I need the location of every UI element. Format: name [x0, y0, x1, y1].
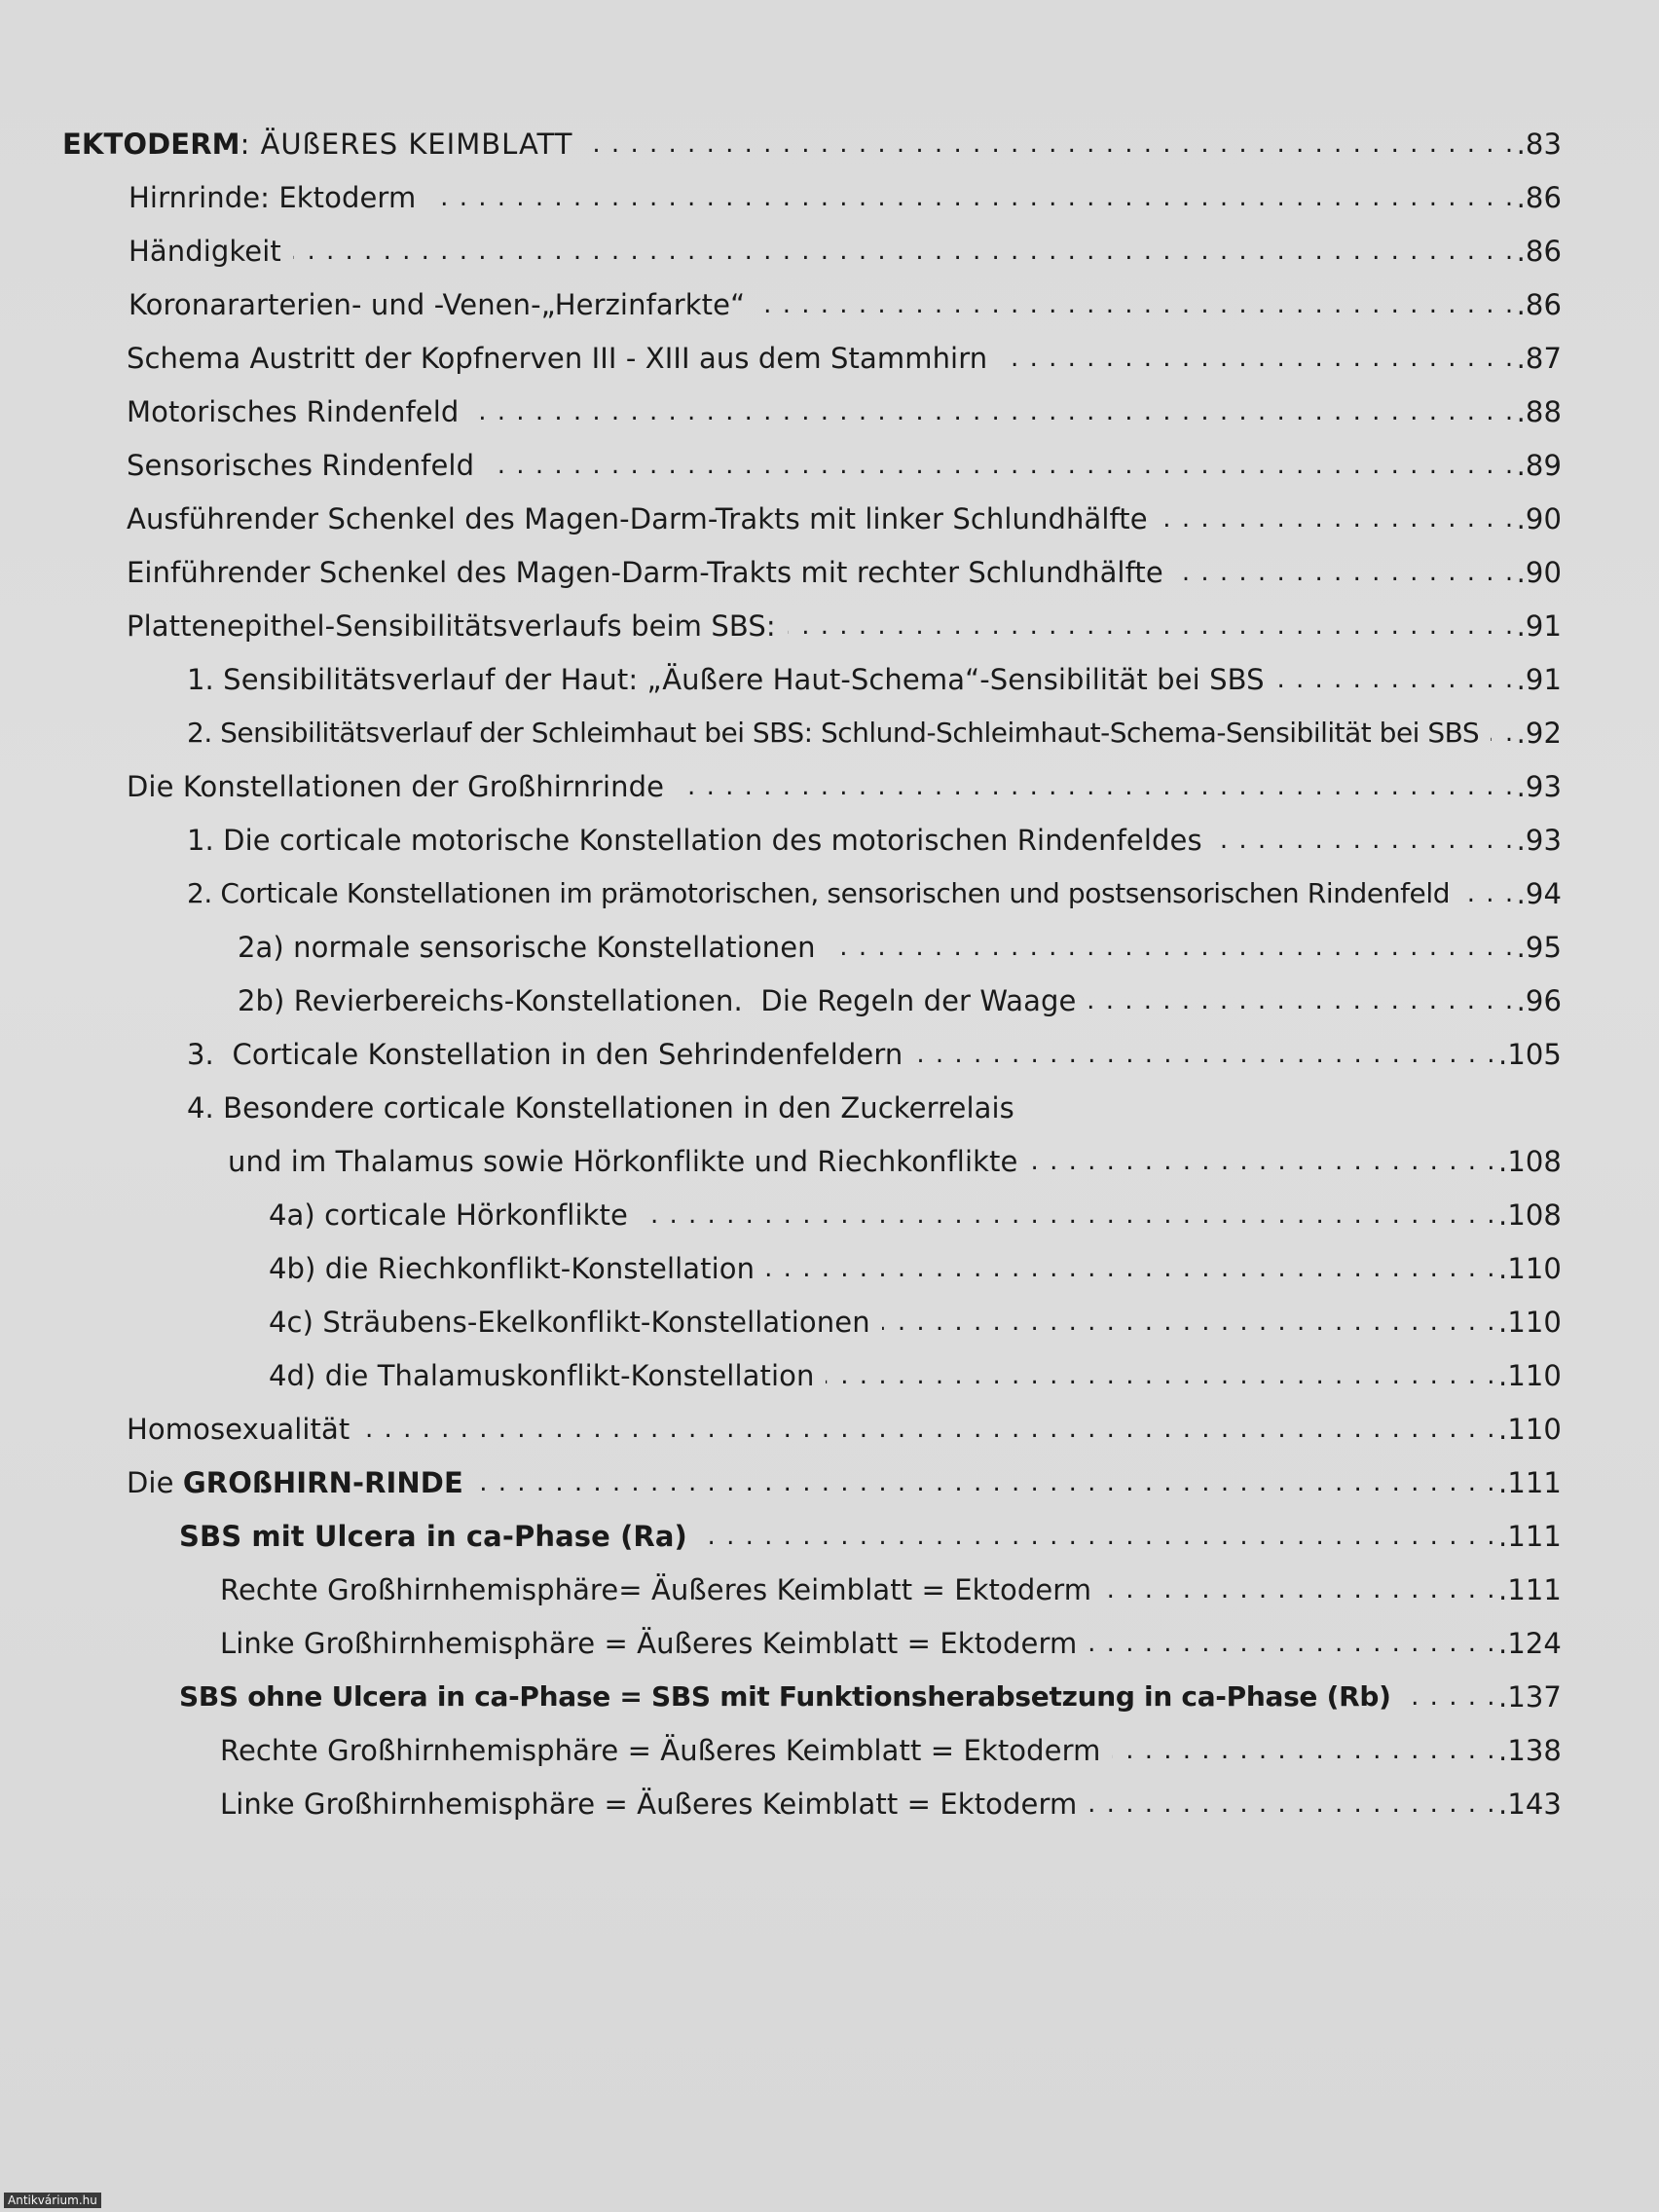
toc-entry: [187, 866, 1562, 913]
toc-entry: [228, 1134, 1562, 1181]
toc-page-number: .91: [1516, 609, 1562, 643]
toc-entry: [127, 545, 1562, 592]
toc-entry-label: SBS mit Ulcera in ca-Phase (Ra): [179, 1520, 687, 1553]
toc-entry-label: 2. Corticale Konstellationen im prämotorischen, sensorischen und postsensorischen Rindenfeld: [187, 877, 1451, 909]
toc-entry: [127, 385, 1562, 431]
toc-page-number: .90: [1516, 556, 1562, 589]
toc-entry-label: Plattenepithel-Sensibilitätsverlaufs beim SBS:: [127, 609, 776, 643]
toc-page-number: .86: [1516, 288, 1562, 321]
toc-page-number: .94: [1516, 877, 1562, 910]
toc-page-number: .83: [1516, 128, 1562, 161]
toc-entry: [269, 1241, 1562, 1288]
toc-entry: [179, 1670, 1562, 1716]
toc-page-number: .110: [1498, 1252, 1562, 1285]
dot-leader: [1029, 1142, 1496, 1181]
toc-entry-label: 1. Die corticale motorische Konstellation des motorischen Rindenfeldes: [187, 824, 1202, 857]
toc-page-number: .95: [1516, 931, 1562, 964]
watermark: Antikvárium.hu: [4, 2193, 101, 2208]
toc-entry-label: Einführender Schenkel des Magen-Darm-Trakts mit rechter Schlundhälfte: [127, 556, 1163, 589]
toc-entry: [187, 813, 1562, 860]
toc-entry: [127, 492, 1562, 538]
toc-entry: [187, 652, 1562, 699]
toc-page-number: .143: [1498, 1788, 1562, 1821]
toc-entry-label: 4b) die Riechkonflikt-Konstellation: [269, 1252, 756, 1285]
dot-leader: [1491, 714, 1514, 753]
dot-leader: [293, 232, 1515, 271]
dot-leader: [1214, 821, 1515, 860]
dot-leader: [1026, 1088, 1560, 1127]
toc-entry: [220, 1777, 1562, 1824]
chapter-heading-bold: EKTODERM: [62, 128, 240, 161]
toc-entry-label: 1. Sensibilitätsverlauf der Haut: „Äußere Haut-Schema“-Sensibilität bei SBS: [187, 663, 1265, 696]
dot-leader: [1175, 553, 1515, 592]
toc-entry-label: Hirnrinde: Ektoderm: [129, 181, 417, 214]
dot-leader: [826, 1356, 1496, 1395]
toc-entry: [129, 170, 1562, 217]
toc-entry-label: Homosexualität: [127, 1413, 350, 1446]
toc-page-number: .108: [1498, 1145, 1562, 1178]
dot-leader: [999, 339, 1514, 378]
toc-entry: [127, 438, 1562, 485]
toc-page-number: .138: [1498, 1734, 1562, 1767]
dot-leader: [470, 392, 1514, 431]
toc-entry: [269, 1348, 1562, 1395]
toc-entry-label: 4. Besondere corticale Konstellationen in den Zuckerrelais: [187, 1091, 1014, 1124]
toc-page-number: .87: [1516, 342, 1562, 375]
toc-page-number: .92: [1516, 717, 1562, 750]
toc-page-number: .137: [1498, 1680, 1562, 1714]
toc-page-number: .108: [1498, 1198, 1562, 1232]
toc-entry-label: Motorisches Rindenfeld: [127, 395, 460, 428]
toc-entry: [238, 920, 1562, 967]
toc-entry-label: und im Thalamus sowie Hörkonflikte und Riechkonflikte: [228, 1145, 1018, 1178]
toc-page-number: .88: [1516, 395, 1562, 428]
toc-entry-label: Händigkeit: [129, 235, 281, 268]
toc-entry-label: Linke Großhirnhemisphäre = Äußeres Keimblatt = Ektoderm: [220, 1627, 1078, 1660]
toc-entry-label: Rechte Großhirnhemisphäre = Äußeres Keimblatt = Ektoderm: [220, 1734, 1101, 1767]
toc-entry-label: 3. Corticale Konstellation in den Sehrindenfeldern: [187, 1038, 903, 1071]
toc-page-number: .110: [1498, 1413, 1562, 1446]
toc-entry-label: Rechte Großhirnhemisphäre= Äußeres Keimblatt = Ektoderm: [220, 1573, 1092, 1606]
toc-page-number: .110: [1498, 1306, 1562, 1339]
section-heading-bold: GROßHIRN-RINDE: [182, 1466, 463, 1499]
toc-page-number: .91: [1516, 663, 1562, 696]
dot-leader: [882, 1303, 1496, 1342]
dot-leader: [828, 928, 1515, 967]
toc-entry: [269, 1295, 1562, 1342]
toc-entry: [179, 1509, 1562, 1556]
toc-page-number: .96: [1516, 984, 1562, 1017]
dot-leader: [427, 178, 1514, 217]
toc-entry-label: SBS ohne Ulcera in ca-Phase = SBS mit Funktionsherabsetzung in ca-Phase (Rb): [179, 1680, 1391, 1713]
dot-leader: [699, 1517, 1496, 1556]
toc-page-number: .111: [1498, 1573, 1562, 1606]
toc-page-number: .86: [1516, 235, 1562, 268]
toc-entry-label: Schema Austritt der Kopfnerven III - XIII aus dem Stammhirn: [127, 342, 988, 375]
toc-entry: [129, 224, 1562, 271]
toc-entry: [129, 277, 1562, 324]
dot-leader: [1112, 1731, 1496, 1770]
dot-leader: [1088, 1785, 1496, 1824]
toc-entry: [62, 117, 1562, 164]
toc-page-number: .111: [1498, 1520, 1562, 1553]
toc-entry: [220, 1563, 1562, 1609]
toc-entry: [220, 1723, 1562, 1770]
toc-entry: [187, 1027, 1562, 1074]
dot-leader: [640, 1196, 1496, 1235]
toc-entry-label: 2a) normale sensorische Konstellationen: [238, 931, 816, 964]
chapter-heading-rest: : ÄUßERES KEIMBLATT: [240, 128, 573, 161]
dot-leader: [1160, 499, 1515, 538]
toc-entry-label: [127, 1463, 475, 1502]
dot-leader: [361, 1410, 1496, 1449]
toc-entry-label: 4a) corticale Hörkonflikte: [269, 1198, 628, 1232]
toc-entry-label: Sensorisches Rindenfeld: [127, 449, 475, 482]
toc-entry-label: 4c) Sträubens-Ekelkonflikt-Konstellationen: [269, 1306, 870, 1339]
toc-entry: [127, 1456, 1562, 1502]
dot-leader: [756, 285, 1514, 324]
toc-entry: [220, 1616, 1562, 1663]
toc-page-number: .86: [1516, 181, 1562, 214]
toc-entry: [238, 974, 1562, 1020]
dot-leader: [1276, 660, 1515, 699]
toc-entry-label: 2. Sensibilitätsverlauf der Schleimhaut bei SBS: Schlund-Schleimhaut-Schema-Sensibilität bei SBS: [187, 717, 1480, 749]
toc-page-number: .93: [1516, 770, 1562, 803]
toc-entry-label: Die Konstellationen der Großhirnrinde: [127, 770, 665, 803]
toc-page-number: .110: [1498, 1359, 1562, 1392]
toc-page-number: .105: [1498, 1038, 1562, 1071]
toc-entry-label: 2b) Revierbereichs-Konstellationen. Die Regeln der Waage: [238, 984, 1077, 1017]
toc-entry: [187, 1081, 1562, 1127]
toc-entry: [127, 759, 1562, 806]
toc-page-number: .111: [1498, 1466, 1562, 1499]
toc-entry-label: [62, 125, 584, 164]
toc-entry-label: 4d) die Thalamuskonflikt-Konstellation: [269, 1359, 815, 1392]
toc-entry: [269, 1188, 1562, 1235]
dot-leader: [584, 125, 1514, 164]
toc-entry: [127, 599, 1562, 645]
toc-entry-label: Koronararterien- und -Venen-„Herzinfarkte“: [129, 288, 746, 321]
dot-leader: [1103, 1570, 1496, 1609]
toc-entry: [127, 331, 1562, 378]
toc-entry: [187, 706, 1562, 753]
section-heading-prefix: Die: [127, 1466, 183, 1499]
dot-leader: [676, 767, 1515, 806]
dot-leader: [475, 1463, 1496, 1502]
toc-entry-label: Ausführender Schenkel des Magen-Darm-Trakts mit linker Schlundhälfte: [127, 502, 1148, 535]
dot-leader: [1461, 874, 1514, 913]
dot-leader: [1088, 981, 1514, 1020]
toc-page-number: .93: [1516, 824, 1562, 857]
toc-page-number: .89: [1516, 449, 1562, 482]
dot-leader: [1403, 1677, 1496, 1716]
toc-page-number: .90: [1516, 502, 1562, 535]
toc-entry-label: Linke Großhirnhemisphäre = Äußeres Keimblatt = Ektoderm: [220, 1788, 1078, 1821]
dot-leader: [766, 1249, 1496, 1288]
toc-entry: [127, 1402, 1562, 1449]
dot-leader: [788, 607, 1515, 645]
dot-leader: [486, 446, 1514, 485]
dot-leader: [1088, 1624, 1496, 1663]
toc-page-number: .124: [1498, 1627, 1562, 1660]
dot-leader: [914, 1035, 1496, 1074]
